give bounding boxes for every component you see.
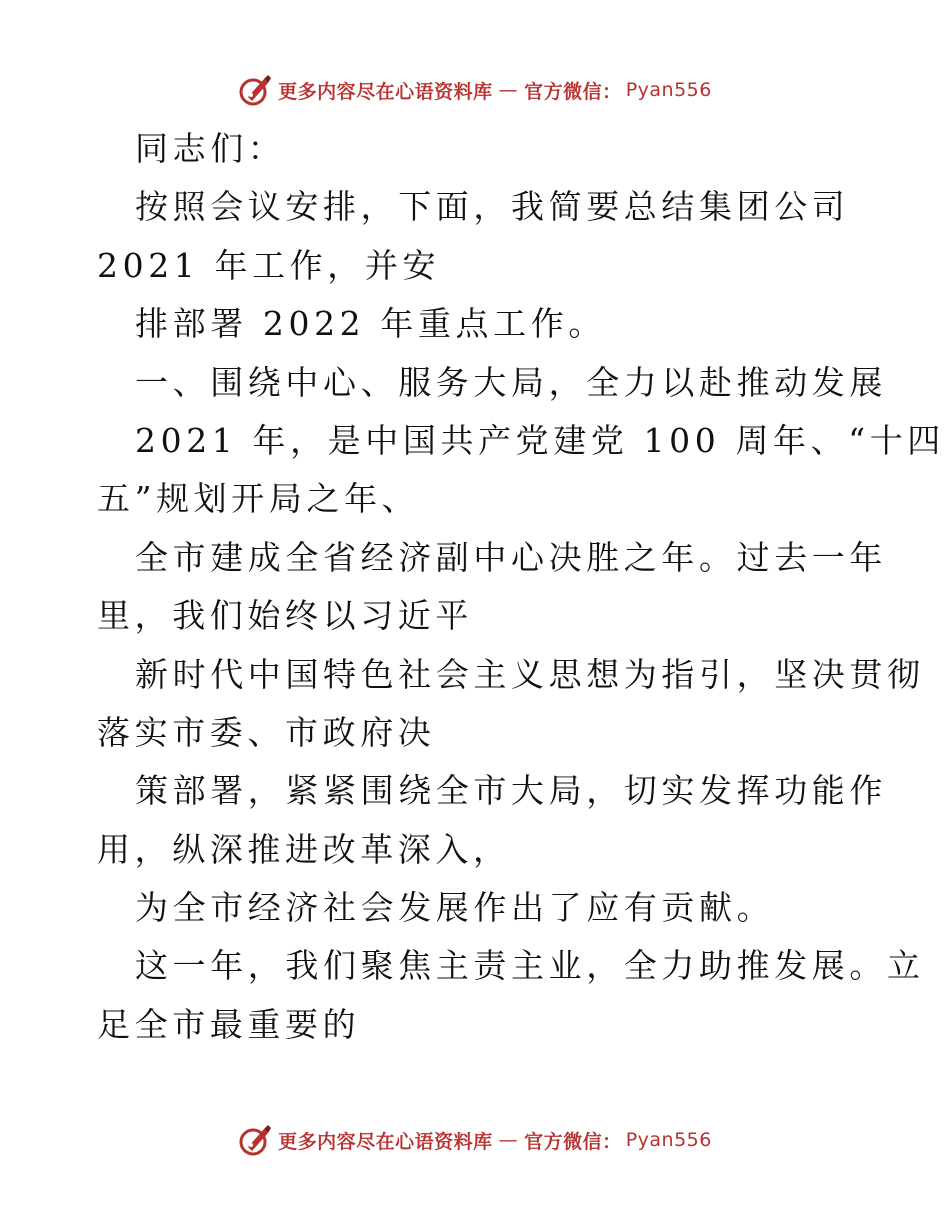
banner-title: 更多内容尽在心语资料库 (278, 80, 493, 103)
banner-separator: — (498, 1129, 519, 1151)
document-line: 按照会议安排，下面，我简要总结集团公司 (135, 187, 850, 227)
banner-title: 更多内容尽在心语资料库 (278, 1130, 493, 1153)
document-line: 落实市委、市政府决 (97, 712, 436, 752)
document-line: 2021 年，是中国共产党建党 100 周年、“十四 (135, 420, 945, 460)
banner-wechat-id: Pyan556 (625, 1129, 712, 1151)
document-line: 一、围绕中心、服务大局，全力以赴推动发展 (135, 362, 887, 402)
banner-separator: — (498, 79, 519, 101)
document-body (97, 120, 945, 1054)
banner-wechat-label: 官方微信： (524, 80, 622, 103)
document-line: 为全市经济社会发展作出了应有贡献。 (135, 888, 775, 928)
document-line: 排部署 2022 年重点工作。 (135, 304, 606, 344)
document-line: 全市建成全省经济副中心决胜之年。过去一年 (135, 537, 887, 577)
banner-wechat-id: Pyan556 (625, 79, 712, 101)
pen-nib-seal-icon (238, 73, 272, 107)
banner-wechat-label: 官方微信： (524, 1130, 622, 1153)
footer-watermark-banner (0, 1120, 950, 1160)
document-line: 这一年，我们聚焦主责主业，全力助推发展。立 (135, 946, 925, 986)
pen-nib-seal-icon (238, 1123, 272, 1157)
document-line: 用，纵深推进改革深入， (97, 829, 511, 869)
document-line: 里，我们始终以习近平 (97, 596, 473, 636)
document-line: 策部署，紧紧围绕全市大局，切实发挥功能作 (135, 771, 887, 811)
document-line: 新时代中国特色社会主义思想为指引，坚决贯彻 (135, 654, 925, 694)
document-line: 2021 年工作，并安 (97, 245, 441, 285)
document-line: 足全市最重要的 (97, 1004, 361, 1044)
document-line: 五”规划开局之年、 (97, 479, 420, 519)
document-line: 同志们： (135, 129, 286, 168)
header-watermark-banner (0, 70, 950, 110)
